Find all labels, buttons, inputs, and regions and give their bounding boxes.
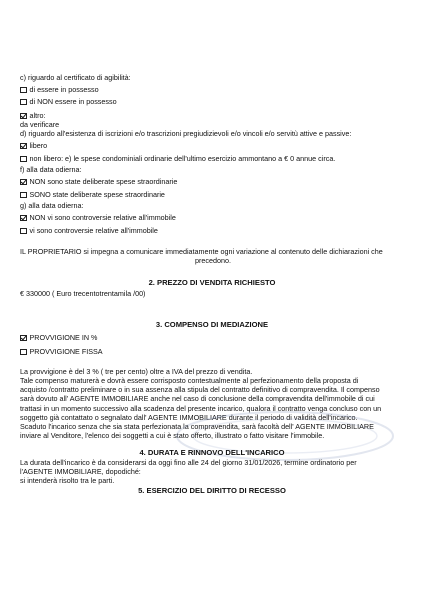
compenso-line: trattasi in un momento successivo alla scadenza del presente incarico, qualora il contratto venga concluso con un [20,403,382,413]
compenso-line: sarà dovuto all' AGENTE IMMOBILIARE anche nel caso di conclusione della compravendita dell'immobile di cui [20,394,375,404]
compenso-heading: 3. COMPENSO DI MEDIAZIONE [155,320,269,329]
checkbox-unchecked[interactable] [20,99,27,106]
compenso-line: acquisto /contratto preliminare o in sua assenza alla stipula del contratto definitivo di compravendita. Il compenso [20,385,380,395]
checkbox-unchecked[interactable] [20,349,27,356]
controversie-option-2[interactable]: vi sono controversie relative all'immobile [20,226,158,235]
controversie-title: g) alla data odierna: [20,201,84,210]
checkbox-unchecked[interactable] [20,228,27,235]
compenso-line: inviare al Venditore, l'elenco dei soggetti a cui è stato offerto, illustrato o fatto visitare l'immobile. [20,431,325,441]
iscrizioni-title: d) riguardo all'esistenza di iscrizioni e/o trascrizioni pregiudizievoli e/o vincoli e/o servitù attive e passive: [20,129,352,138]
recesso-heading: 5. ESERCIZIO DEL DIRITTO DI RECESSO [138,486,286,495]
compenso-para-2 [20,376,406,440]
agibilita-title: c) riguardo al certificato di agibilità: [20,73,131,82]
compenso-option-2[interactable]: PROVVIGIONE FISSA [20,347,103,356]
compenso-option-1[interactable]: PROVVIGIONE IN % [20,333,97,342]
compenso-para-1: La provvigione è del 3 % ( tre per cento) oltre a IVA del prezzo di vendita. [20,367,253,376]
agibilita-option-2[interactable]: di NON essere in possesso [20,97,117,106]
prezzo-value: € 330000 ( Euro trecentotrentamila /00) [20,289,146,298]
checkbox-checked[interactable] [20,143,27,150]
spese-option-2[interactable]: SONO state deliberate spese straordinarie [20,190,165,199]
durata-text [20,458,406,486]
durata-line: si intenderà risolto tra le parti. [20,476,115,486]
agibilita-option-1[interactable]: di essere in possesso [20,85,99,94]
durata-line: l'AGENTE IMMOBILIARE, dopodiché: [20,467,141,477]
proprietario-statement-line-1: IL PROPRIETARIO si impegna a comunicare immediatamente ogni variazione al contenuto delle dichiarazioni che [20,247,383,256]
iscrizioni-option-1[interactable]: libero [20,141,47,150]
agibilita-other-value: da verificare [20,120,60,129]
durata-heading: 4. DURATA E RINNOVO DELL'INCARICO [139,448,285,457]
checkbox-checked[interactable] [20,335,27,342]
compenso-line: soggetto già contattato o segnalato dall' AGENTE IMMOBILIARE durante il periodo di validità dell'incarico. [20,412,358,422]
compenso-line: Scaduto l'incarico senza che sia stata perfezionata la compravendita, sarà facoltà dell' AGENTE IMMOBILIARE [20,422,374,432]
compenso-line: Tale compenso maturerà e dovrà essere corrisposto contestualmente al perfezionamento della proposta di [20,376,359,385]
agibilita-option-3[interactable]: altro: [20,111,45,120]
iscrizioni-option-2[interactable]: non libero: e) le spese condominiali ordinarie dell'ultimo esercizio ammontano a € 0 annue circa. [20,154,335,163]
durata-line: La durata dell'incarico è da considerarsi da oggi fino alle 24 del giorno 31/01/2026, termine ordinatorio per [20,458,357,467]
checkbox-unchecked[interactable] [20,87,27,94]
checkbox-checked[interactable] [20,113,27,120]
checkbox-checked[interactable] [20,179,27,186]
prezzo-heading: 2. PREZZO DI VENDITA RICHIESTO [148,278,276,287]
spese-option-1[interactable]: NON sono state deliberate spese straordinarie [20,177,177,186]
checkbox-unchecked[interactable] [20,192,27,199]
spese-title: f) alla data odierna: [20,165,82,174]
checkbox-unchecked[interactable] [20,156,27,163]
controversie-option-1[interactable]: NON vi sono controversie relative all'immobile [20,213,176,222]
checkbox-checked[interactable] [20,215,27,222]
proprietario-statement-line-2: precedono. [195,256,231,265]
